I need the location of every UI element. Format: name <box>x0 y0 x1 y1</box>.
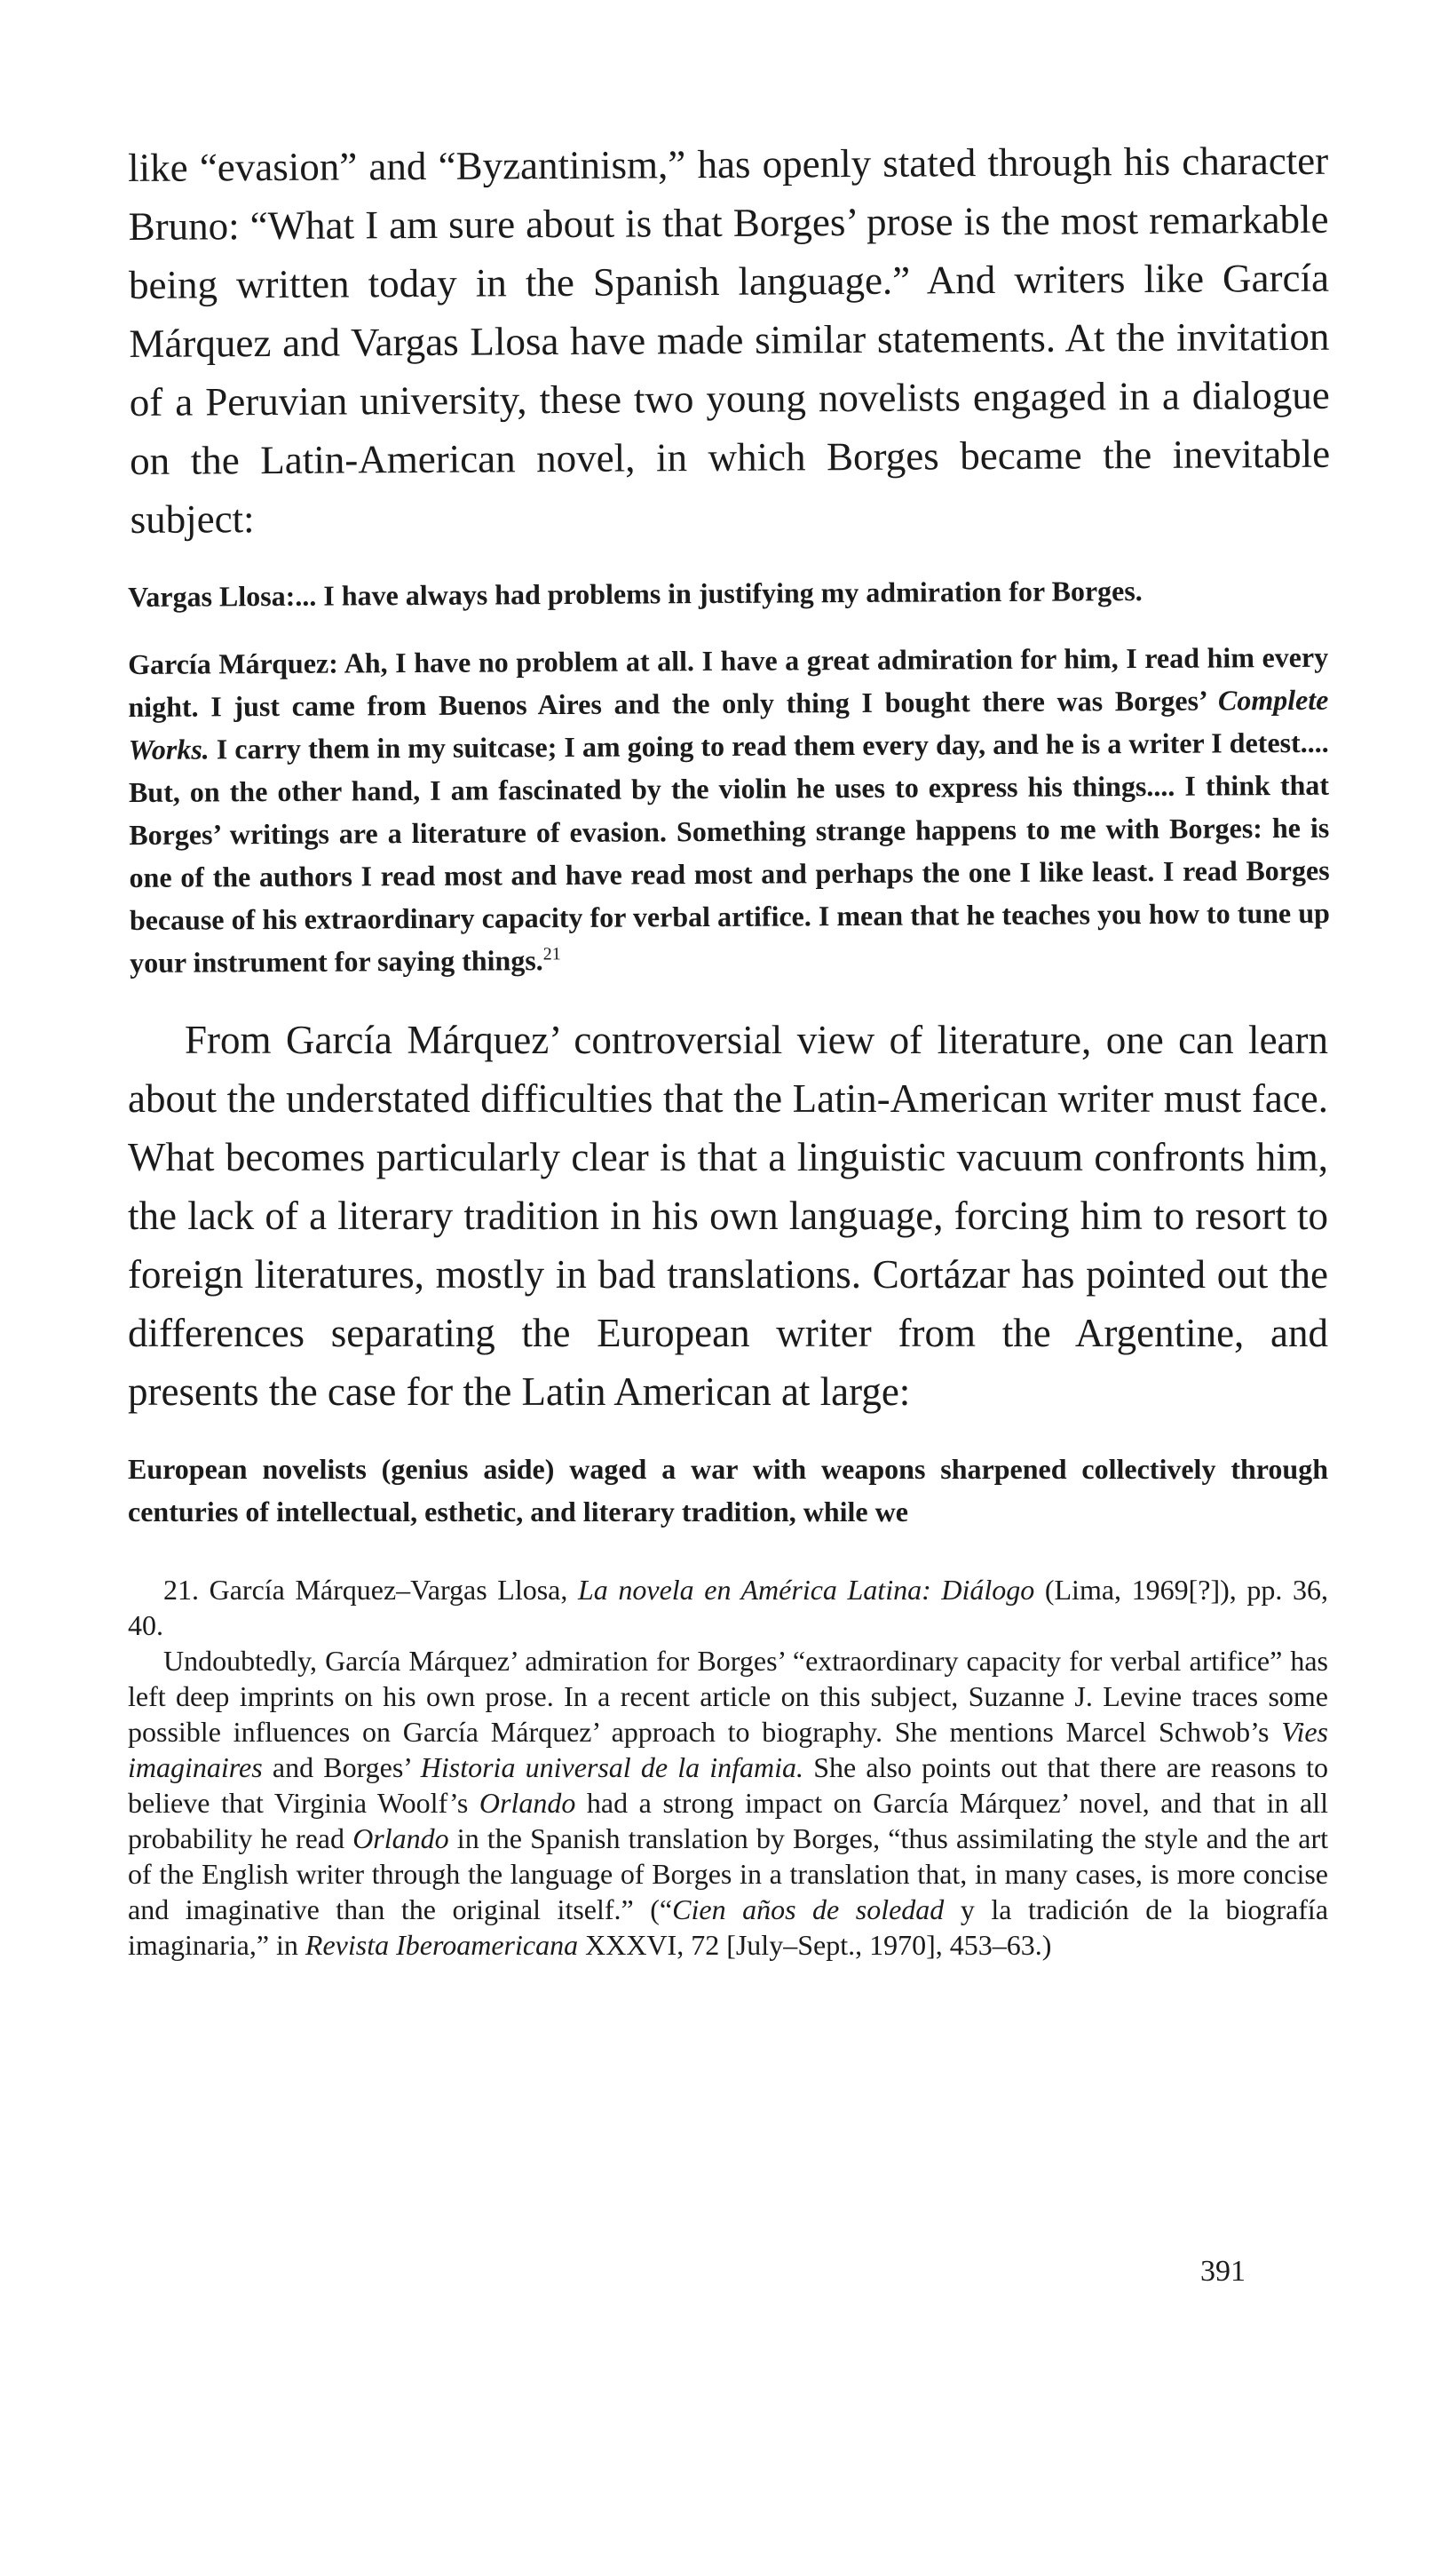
footnote-title: Vies imaginaires <box>128 1716 1328 1783</box>
body-paragraph-continued: like “evasion” and “Byzantinism,” has openly stated through his character Bruno: “What I am sure about is that Borges’ prose is the most remarkable being written today in the Spanish language.” And writers like García Márquez and Vargas Llosa have made similar statements. At the invitation of a Peruvian university, these two young novelists engaged in a dialogue on the Latin-American novel, in which Borges became the inevitable subject: <box>128 138 1331 542</box>
quote-text: I carry them in my suitcase; I am going to read them every day, and he is a writer I detest.... But, on the other hand, I am fascinated by the violin he uses to express his things.... I think that Borges’ writings are a literature of evasion. Something strange happens to me with Borges: he is one of the authors I read most and have read most and perhaps the one I like least. I read Borges because of his extraordinary capacity for verbal artifice. I mean that he teaches you how to tune up your instrument for saying things. <box>128 726 1330 979</box>
footnote-title: Revista Iberoamericana <box>305 1929 579 1961</box>
footnote-title: La novela en América Latina: Diálogo <box>577 1574 1035 1606</box>
block-quote-vargas-llosa: Vargas Llosa:... I have always had problems in justifying my admiration for Borges. <box>128 575 1143 613</box>
footnote-reference[interactable]: 21 <box>542 944 561 964</box>
block-quote-garcia-marquez <box>128 636 1330 984</box>
footnote-title: Historia universal de la infamia. <box>420 1751 804 1783</box>
body-paragraph: From García Márquez’ controversial view of literature, one can learn about the understated difficulties that the Latin-American writer must face. What becomes particularly clear is that a linguistic vacuum confronts him, the lack of a literary tradition in his own language, forcing him to resort to foreign literatures, mostly in bad translations. Cortázar has pointed out the differences separating the European writer from the Argentine, and presents the case for the Latin American at large: <box>128 1018 1328 1414</box>
quote-book-title: Complete Works. <box>128 683 1329 766</box>
footnote-title: Cien años de soledad <box>672 1893 945 1925</box>
quote-text: García Márquez: Ah, I have no problem at all. I have a great admiration for him, I read him every night. I just came from Buenos Aires and the only thing I bought there was Borges’ <box>128 640 1329 723</box>
footnote-21-continued: Undoubtedly, García Márquez’ admiration for Borges’ “extraordinary capacity for verbal artifice” has left deep imprints on his own prose. In a recent article on this subject, Suzanne J. Levine traces some possible influences on García Márquez’ approach to biography. She mentions Marcel Schwob’s Vies imaginaires and Borges’ Historia universal de la infamia. She also points out that there are reasons to believe that Virginia Woolf’s Orlando had a strong impact on García Márquez’ novel, and that in all probability he read Orlando in the Spanish translation by Borges, “thus assimilating the style and the art of the English writer through the language of Borges in a translation that, in many cases, is more concise and imaginative than the original itself.” (“Cien años de soledad y la tradición de la biografía imaginaria,” in Revista Iberoamericana XXXVI, 72 [July–Sept., 1970], 453–63.) <box>128 1645 1329 1961</box>
page-content <box>128 138 1331 1963</box>
footnote-title: Orlando <box>352 1822 449 1854</box>
block-quote-cortazar: European novelists (genius aside) waged a war with weapons sharpened collectively through centuries of intellectual, esthetic, and literary tradition, while we <box>128 1453 1328 1527</box>
footnote-title: Orlando <box>479 1787 576 1819</box>
footnotes <box>128 1572 1328 1963</box>
page-number: 391 <box>1200 2255 1246 2288</box>
footnote-21: 21. García Márquez–Vargas Llosa, La novela en América Latina: Diálogo (Lima, 1969[?]), pp. 36, 40. <box>128 1574 1329 1641</box>
